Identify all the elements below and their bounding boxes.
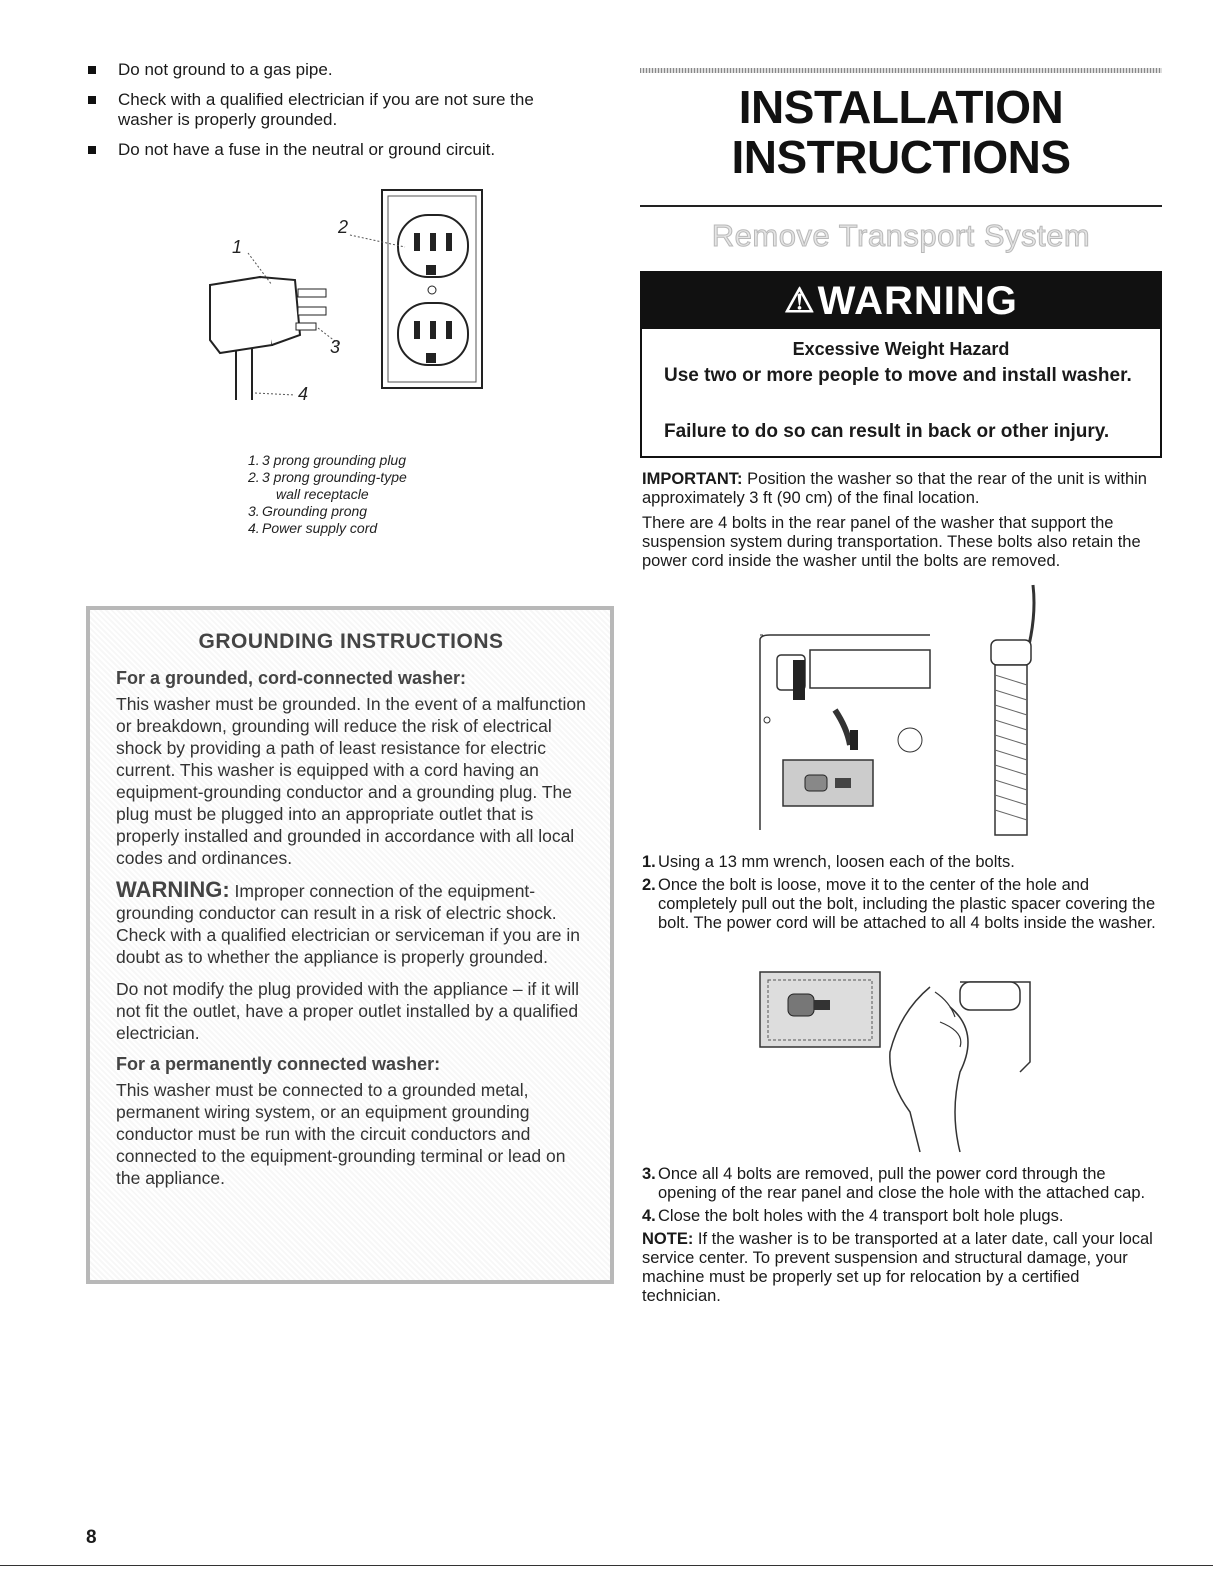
bullet-item: Do not have a fuse in the neutral or ground circuit.	[88, 140, 578, 160]
title-rule	[640, 205, 1162, 207]
page-number: 8	[86, 1527, 97, 1548]
outlet-figure-caption	[248, 452, 508, 537]
caption-item: 4. Power supply cord	[248, 520, 378, 536]
warning-banner: ⚠WARNING	[642, 273, 1160, 329]
pull-bolt-hand-illustration	[750, 962, 1040, 1157]
grounding-paragraph-4: This washer must be connected to a grounded metal, permanent wiring system, or an equipment grounding conductor must be run with the circuit conductors and connected to the equipment-grounding terminal or lead on the appliance.	[116, 1080, 566, 1188]
bullet-item: Do not ground to a gas pipe.	[88, 60, 578, 80]
callout-4: 4	[298, 384, 309, 404]
callout-1: 1	[232, 237, 243, 257]
warning-consequence: Failure to do so can result in back or other injury.	[664, 421, 1110, 442]
caption-item: 2. 3 prong grounding-type wall receptacle	[248, 469, 407, 502]
callout-3: 3	[330, 337, 341, 357]
caption-item: 3. Grounding prong	[248, 503, 368, 519]
top-rule	[640, 68, 1162, 73]
bullet-square-icon	[88, 146, 96, 154]
caption-item: 1. 3 prong grounding plug	[248, 452, 407, 468]
note-paragraph: NOTE: If the washer is to be transported at a later date, call your local service center. To prevent suspension and structural damage, your machine must be properly set up for relocation by a certified technician.	[642, 1230, 1153, 1305]
safety-bullet-list	[88, 60, 578, 170]
steps-1-2	[642, 853, 1160, 937]
important-paragraph: IMPORTANT: Position the washer so that the rear of the unit is within approximately 3 ft (90 cm) of the final location.	[642, 470, 1147, 507]
warning-instruction: Use two or more people to move and install washer.	[664, 365, 1132, 386]
grounding-warning-paragraph: WARNING: Improper connection of the equipment-grounding conductor can result in a risk of electric shock. Check with a qualified electrician or serviceman if you are in doubt as to whether the appliance is properly grounded.	[116, 877, 580, 967]
grounding-instructions-box	[86, 606, 614, 1284]
outlet-plug-illustration	[200, 185, 490, 410]
step-item: 2. Once the bolt is loose, move it to the center of the hole and completely pull out the bolt, including the plastic spacer covering the bolt. The power cord will be attached to all 4 bolts inside the washer.	[642, 876, 1156, 932]
step-item: 1. Using a 13 mm wrench, loosen each of the bolts.	[642, 853, 1015, 871]
step-item: 3. Once all 4 bolts are removed, pull the power cord through the opening of the rear panel and close the hole with the attached cap.	[642, 1165, 1146, 1202]
section-subtitle: Remove Transport System	[711, 218, 1091, 253]
warning-label: WARNING:	[116, 877, 230, 902]
callout-2: 2	[338, 217, 349, 237]
bullet-square-icon	[88, 96, 96, 104]
hazard-title: Excessive Weight Hazard	[792, 339, 1010, 359]
intro-text	[642, 470, 1160, 577]
page-title: INSTALLATION INSTRUCTIONS	[731, 81, 1071, 183]
warning-triangle-icon: ⚠	[784, 282, 816, 320]
grounding-heading: GROUNDING INSTRUCTIONS	[198, 630, 504, 653]
permanent-washer-subheading: For a permanently connected washer:	[116, 1054, 441, 1074]
weight-warning-box	[640, 271, 1162, 458]
step-item: 4. Close the bolt holes with the 4 transport bolt hole plugs.	[642, 1207, 1064, 1225]
grounded-washer-subheading: For a grounded, cord-connected washer:	[116, 668, 467, 688]
bolts-paragraph: There are 4 bolts in the rear panel of the washer that support the suspension system during transportation. These bolts also retain the power cord inside the washer until the bolts are removed.	[642, 514, 1141, 570]
bullet-item: Check with a qualified electrician if you are not sure the washer is properly grounded.	[88, 90, 578, 130]
rear-panel-bolt-illustration	[755, 580, 1055, 840]
steps-3-4-and-note	[642, 1165, 1160, 1312]
footer-rule	[0, 1565, 1213, 1566]
bullet-square-icon	[88, 66, 96, 74]
grounding-paragraph-3: Do not modify the plug provided with the appliance – if it will not fit the outlet, have a proper outlet installed by a qualified electrician.	[116, 979, 580, 1043]
grounding-paragraph-1: This washer must be grounded. In the event of a malfunction or breakdown, grounding will reduce the risk of electrical shock by providing a path of least resistance for electric current. This washer is equipped with a cord having an equipment-grounding conductor and a grounding plug. The plug must be plugged into an appropriate outlet that is properly installed and grounded in accordance with all local codes and ordinances.	[116, 694, 586, 868]
